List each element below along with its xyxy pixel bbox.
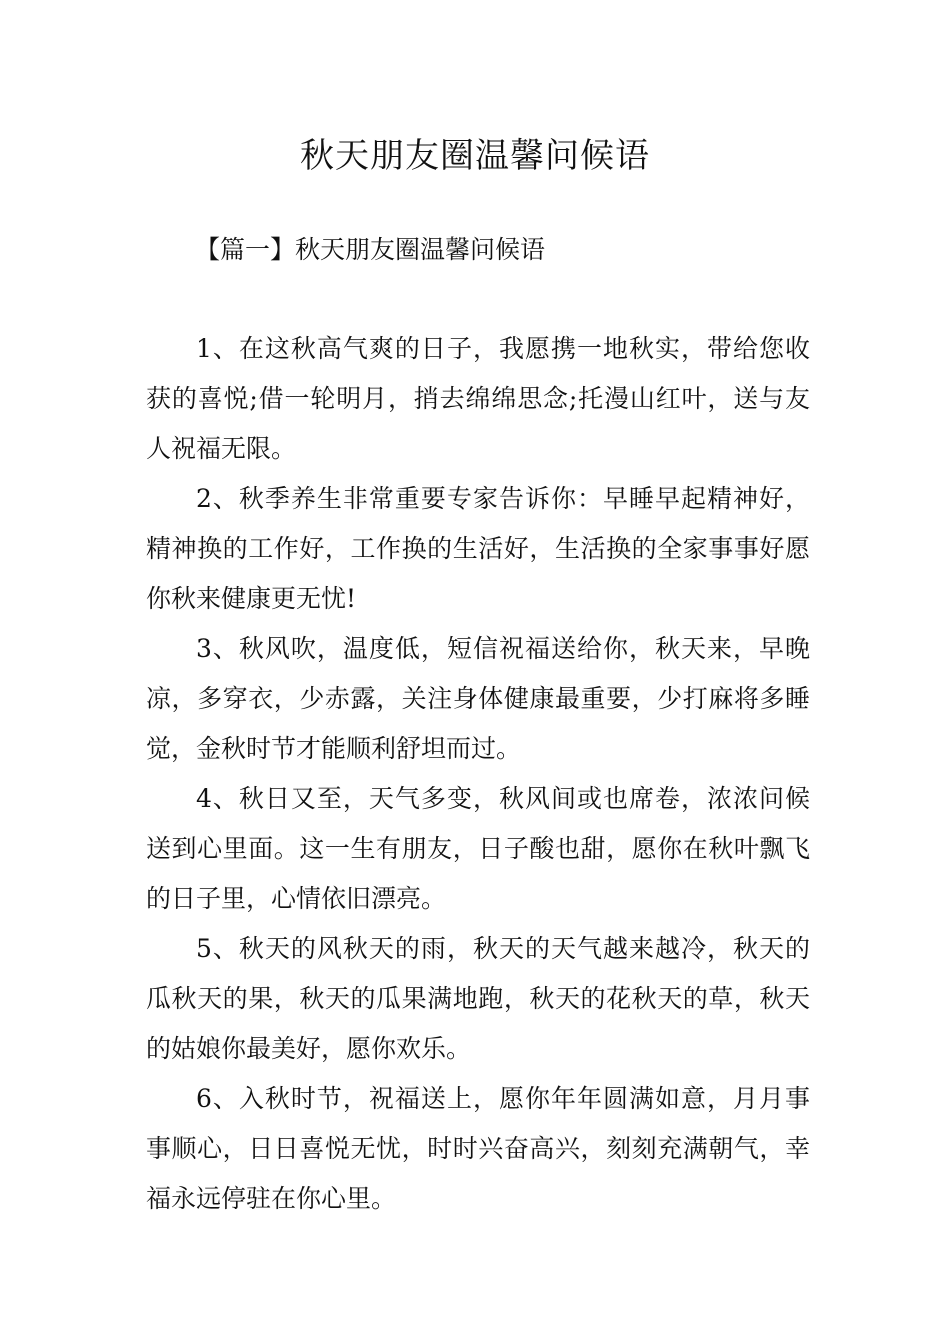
paragraph-2: 2、秋季养生非常重要专家告诉你：早睡早起精神好，精神换的工作好，工作换的生活好，生活换的全家事事好愿你秋来健康更无忧!: [146, 484, 810, 613]
document-title: 秋天朋友圈温馨问候语: [300, 136, 650, 176]
paragraph-1: 1、在这秋高气爽的日子，我愿携一地秋实，带给您收获的喜悦;借一轮明月，捎去绵绵思念;托漫山红叶，送与友人祝福无限。: [146, 334, 810, 463]
body-text: [146, 324, 810, 1224]
paragraph-5: 5、秋天的风秋天的雨，秋天的天气越来越冷，秋天的瓜秋天的果，秋天的瓜果满地跑，秋天的花秋天的草，秋天的姑娘你最美好，愿你欢乐。: [146, 934, 810, 1063]
paragraph-3: 3、秋风吹，温度低，短信祝福送给你，秋天来，早晚凉，多穿衣，少赤露，关注身体健康最重要，少打麻将多睡觉，金秋时节才能顺利舒坦而过。: [146, 634, 810, 763]
paragraph-4: 4、秋日又至，天气多变，秋风间或也席卷，浓浓问候送到心里面。这一生有朋友，日子酸也甜，愿你在秋叶飘飞的日子里，心情依旧漂亮。: [146, 784, 810, 913]
section-heading: 【篇一】秋天朋友圈温馨问候语: [195, 235, 546, 264]
paragraph-6: 6、入秋时节，祝福送上，愿你年年圆满如意，月月事事顺心，日日喜悦无忧，时时兴奋高兴，刻刻充满朝气，幸福永远停驻在你心里。: [146, 1084, 810, 1213]
